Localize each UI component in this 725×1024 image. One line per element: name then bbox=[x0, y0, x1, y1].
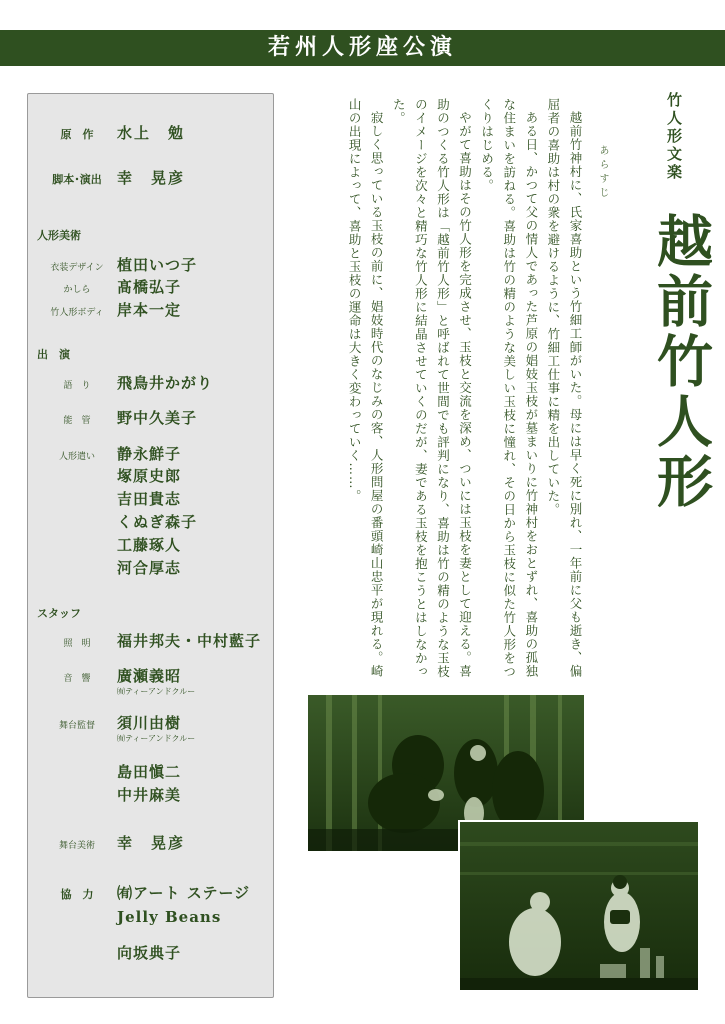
cooperation-row bbox=[117, 908, 221, 926]
stage-staff-row bbox=[117, 761, 181, 782]
credit-script bbox=[37, 167, 185, 188]
original-value: 水上 勉 bbox=[117, 124, 186, 142]
cooperation-name: ㈲アート ステージ bbox=[117, 884, 251, 902]
cooperation-label: 協 力 bbox=[60, 888, 94, 901]
stage-art-value: 幸 晃彦 bbox=[117, 834, 186, 852]
puppeteer-row bbox=[117, 465, 181, 486]
original-label: 原 作 bbox=[60, 128, 94, 141]
puppeteer-row bbox=[117, 557, 181, 578]
puppeteer-name: 工藤琢人 bbox=[117, 536, 182, 554]
costume-label: 衣装デザイン bbox=[50, 263, 104, 273]
synopsis-text bbox=[296, 98, 586, 683]
credit-body bbox=[37, 299, 181, 320]
puppeteer-name: 塚原史郎 bbox=[117, 467, 182, 485]
script-label: 脚本･演出 bbox=[52, 173, 102, 186]
script-value: 幸 晃彦 bbox=[117, 169, 186, 187]
credit-nokan bbox=[37, 407, 197, 428]
costume-value: 植田いつ子 bbox=[117, 256, 198, 274]
credit-sound bbox=[37, 665, 181, 686]
synopsis-paragraph: やがて喜助はその竹人形を完成させ、玉枝と交流を深め、ついには玉枝を妻として迎える。喜助のつくる竹人形は「越前竹人形」と呼ばれて世間でも評判になり、喜助は竹の精のような玉枝のイメージを次々と精巧な竹人形に結晶させていくのだが、妻である玉枝を抱こうとはしなかった。 bbox=[391, 98, 473, 679]
puppeteer-name: 吉田貴志 bbox=[117, 490, 182, 508]
puppeteers-label: 人形遣い bbox=[58, 452, 95, 462]
stage-staff-row bbox=[117, 784, 181, 805]
sound-value: 廣瀬義昭 bbox=[117, 667, 182, 685]
puppet-art-heading: 人形美術 bbox=[37, 229, 81, 242]
synopsis-paragraph: 越前竹神村に、氏家喜助という竹細工師がいた。母には早く死に別れ、一年前に父も逝き、偏屈者の喜助は村の衆を避けるように、竹細工仕事に精を出していた。 bbox=[545, 98, 583, 678]
credit-narration bbox=[37, 372, 213, 393]
stage-manager-label: 舞台監督 bbox=[58, 721, 95, 731]
stage-staff-name: 中井麻美 bbox=[117, 786, 182, 804]
credit-cooperation bbox=[37, 882, 250, 903]
narration-value: 飛鳥井かがり bbox=[117, 374, 214, 392]
stage-staff-name: 島田愼二 bbox=[117, 763, 182, 781]
puppeteer-name: 静永鮮子 bbox=[117, 445, 182, 463]
credit-puppeteers bbox=[37, 443, 181, 464]
wig-label: かしら bbox=[63, 285, 91, 295]
subtitle-kicker: 竹人形文楽 bbox=[665, 92, 683, 182]
performance-banner: 若州人形座公演 bbox=[0, 30, 725, 66]
nokan-label: 能 管 bbox=[63, 416, 91, 426]
cooperation-row bbox=[117, 942, 181, 963]
credit-costume bbox=[37, 254, 197, 275]
wig-value: 髙橋弘子 bbox=[117, 278, 182, 296]
credit-lighting bbox=[37, 630, 261, 651]
credit-stage-art bbox=[37, 832, 185, 853]
cast-heading: 出 演 bbox=[37, 348, 70, 361]
stage-photo-2 bbox=[458, 820, 700, 992]
stage-art-label: 舞台美術 bbox=[58, 841, 95, 851]
puppeteer-row bbox=[117, 534, 181, 555]
credits-panel bbox=[27, 93, 274, 998]
lighting-label: 照 明 bbox=[63, 639, 91, 649]
cooperation-name: 向坂典子 bbox=[117, 944, 182, 962]
puppeteer-name: くぬぎ森子 bbox=[117, 513, 198, 531]
sound-label: 音 響 bbox=[63, 674, 91, 684]
puppeteer-row bbox=[117, 511, 197, 532]
staff-heading: スタッフ bbox=[37, 607, 81, 620]
body-value: 岸本一定 bbox=[117, 301, 182, 319]
puppeteer-name: 河合厚志 bbox=[117, 559, 182, 577]
puppeteer-row bbox=[117, 488, 181, 509]
credit-wig bbox=[37, 276, 181, 297]
sound-company: ㈲ティーアンドクルー bbox=[117, 687, 196, 696]
stage-manager-company: ㈲ティーアンドクルー bbox=[117, 734, 196, 743]
body-label: 竹人形ボディ bbox=[50, 308, 104, 318]
synopsis-paragraph: ある日、かつて父の情人であった芦原の娼妓玉枝が墓まいりに竹神村をおとずれ、喜助の孤独な住まいを訪ねる。喜助は竹の精のような美しい玉枝に憧れ、その日から玉枝に似た竹人形をつくりはじめる。 bbox=[479, 98, 539, 679]
narration-label: 語 り bbox=[63, 381, 91, 391]
credit-original bbox=[37, 122, 185, 143]
synopsis-heading: あらすじ bbox=[597, 145, 608, 201]
cooperation-name: Jelly Beans bbox=[117, 908, 222, 926]
credit-stage-manager bbox=[37, 712, 181, 733]
synopsis-paragraph: 寂しく思っている玉枝の前に、娼妓時代のなじみの客、人形問屋の番頭崎山忠平が現れる。崎山の出現によって、喜助と玉枝の運命は大きく変わっていく……。 bbox=[347, 98, 385, 678]
nokan-value: 野中久美子 bbox=[117, 409, 198, 427]
lighting-value: 福井邦夫・中村藍子 bbox=[117, 632, 262, 650]
page-title: 越前竹人形 bbox=[648, 212, 714, 512]
stage-manager-value: 須川由樹 bbox=[117, 714, 182, 732]
